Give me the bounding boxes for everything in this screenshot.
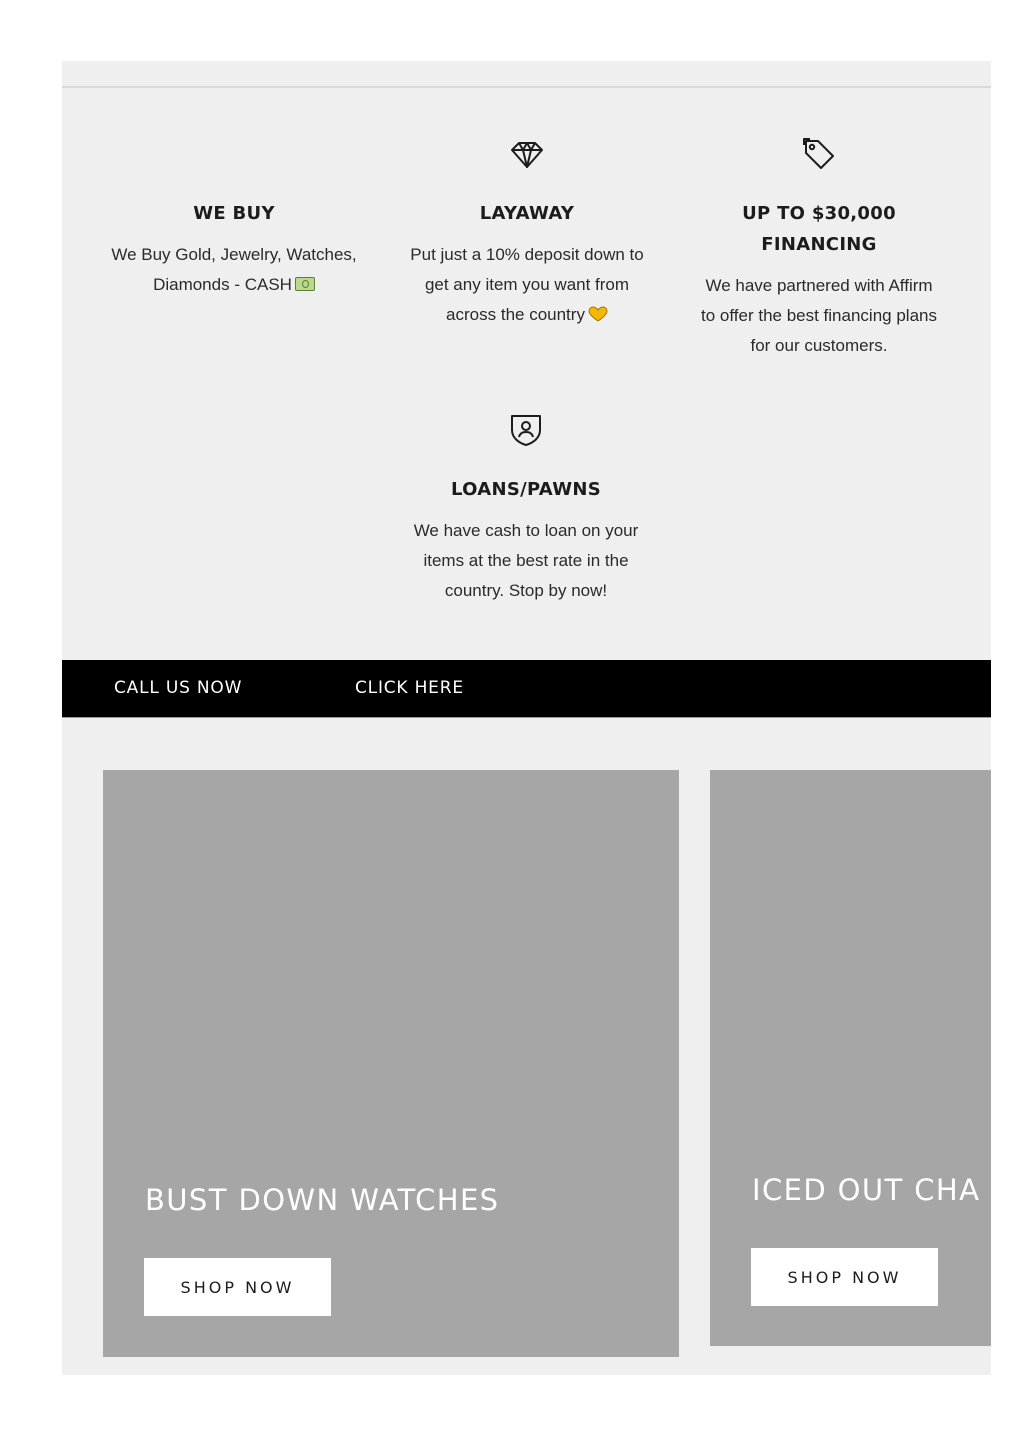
feature-text-line: get any item you want from	[424, 275, 630, 294]
shield-user-icon	[508, 412, 544, 448]
divider	[62, 86, 991, 88]
feature-text	[381, 516, 671, 606]
feature-text-line: to offer the best financing plans	[701, 306, 937, 325]
price-tag-icon	[801, 136, 837, 172]
diamond-icon	[509, 136, 545, 172]
feature-loans-pawns	[381, 412, 671, 606]
feature-layaway	[392, 136, 662, 330]
feature-we-buy	[99, 198, 369, 300]
feature-text-line: Diamonds - CASH	[153, 275, 292, 294]
feature-text	[682, 271, 956, 361]
collection-card-iced-out-chains[interactable]	[710, 770, 991, 1346]
feature-financing	[682, 136, 956, 361]
feature-text-line: We have cash to loan on your	[413, 521, 639, 540]
feature-title-line: FINANCING	[761, 234, 877, 255]
feature-title	[682, 198, 956, 260]
card-title: BUST DOWN WATCHES	[145, 1183, 500, 1217]
feature-title-line: UP TO $30,000	[742, 203, 896, 224]
feature-title: LAYAWAY	[479, 203, 575, 224]
card-title: ICED OUT CHA	[752, 1173, 981, 1207]
cta-bar	[62, 660, 991, 718]
feature-text-line: We Buy Gold, Jewelry, Watches,	[111, 245, 357, 264]
feature-text-line: We have partnered with Affirm	[705, 276, 933, 295]
feature-text-line: across the country	[446, 305, 585, 324]
feature-text-line: country. Stop by now!	[444, 581, 608, 600]
shop-now-button[interactable]: SHOP NOW	[751, 1248, 938, 1306]
content-panel	[62, 61, 991, 1375]
feature-text	[392, 240, 662, 330]
money-emoji-icon	[295, 277, 315, 291]
feature-title: WE BUY	[193, 203, 275, 224]
feature-text-line: Put just a 10% deposit down to	[410, 245, 644, 264]
feature-text-line: items at the best rate in the	[423, 551, 629, 570]
heart-emoji-icon	[588, 306, 608, 322]
collection-card-bust-down-watches[interactable]	[103, 770, 679, 1357]
click-here-link[interactable]: CLICK HERE	[355, 678, 464, 698]
shop-now-button[interactable]: SHOP NOW	[144, 1258, 331, 1316]
feature-text	[99, 240, 369, 300]
feature-title: LOANS/PAWNS	[450, 479, 602, 500]
call-us-now-link[interactable]: CALL US NOW	[114, 678, 243, 698]
feature-text-line: for our customers.	[750, 336, 888, 355]
